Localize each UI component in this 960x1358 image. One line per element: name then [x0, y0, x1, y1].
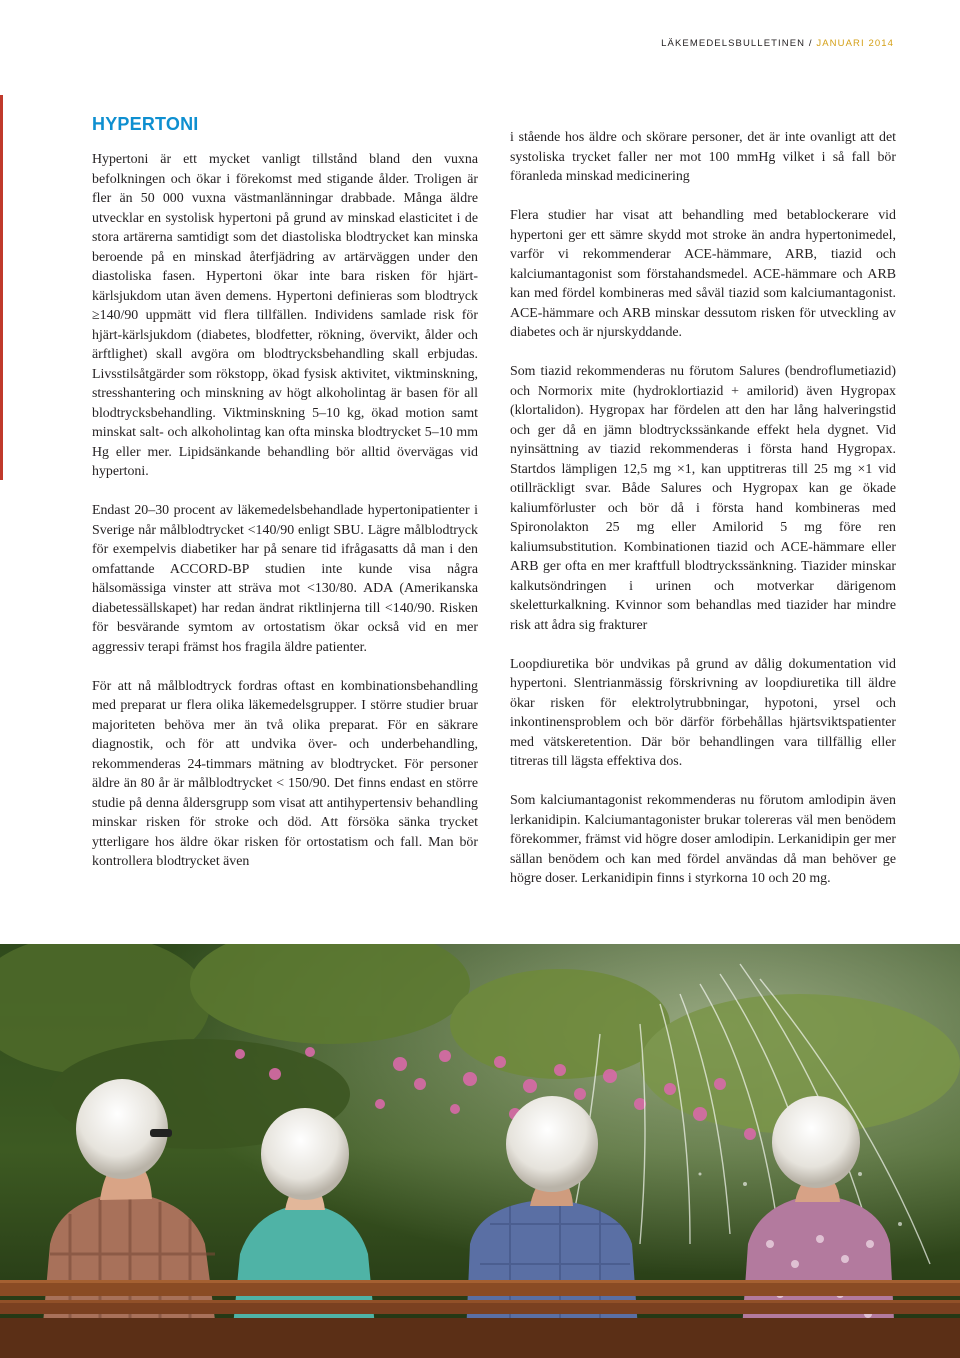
- page-edge-marker: [0, 95, 3, 480]
- right-text-column: [510, 128, 896, 908]
- seniors-on-bench-photo: [0, 944, 960, 1358]
- running-header: [661, 38, 894, 49]
- paragraph: Flera studier har visat att behandling med betablockerare vid hypertoni ger ett sämre skydd mot stroke än andra hypertonimedel, varför vi rekommenderar ACE-hämmare, ARB, tiazid och kalciumantagonist som förstahandsmedel. ACE-hämmare och ARB kan med fördel kombineras med såväl tiazid som kalciumantagonist. ACE-hämmare och ARB minskar dessutom risken för utveckling av diabetes och är njurskyddande.: [510, 208, 896, 340]
- section-title: HYPERTONI: [92, 114, 199, 134]
- issue-date: JANUARI 2014: [816, 38, 894, 49]
- paragraph: För att nå målblodtryck fordras oftast en kombinationsbehandling med preparat ur flera olika läkemedelsgrupper. I större studier bruar majoriteten behöva mer än två olika preparat. För en säkrare diagnostik, och för att undvika över- och underbehandling, rekommenderas 24-timmars mätning av blodtrycket. För personer äldre än 80 år är målblodtrycket < 150/90. Det finns endast en större studie på denna åldersgrupp som visat att antihypertensiv behandling minskar risken för stroke och död. Att försöka sänka trycket ytterligare hos äldre ökar risken för ortostatism och fall. Man bör kontrollera blodtrycket även: [92, 678, 478, 869]
- paragraph: Endast 20–30 procent av läkemedelsbehandlade hypertonipatienter i Sverige når målblodtrycket <140/90 enligt SBU. Lägre målblodtryck för exempelvis diabetiker har på senare tid ifrågasatts då man i den omfattande ACCORD-BP studien inte kunde visa några hälsomässiga vinster att sträva mot <130/80. ADA (Amerikanska diabetessällskapet) har redan ändrat riktlinjerna till <140/90. Risken för besvärande symtom av ortostatism ökar också vid en mer aggressiv terapi främst hos fragila äldre patienter.: [92, 503, 478, 655]
- park-bench: [0, 1280, 960, 1358]
- paragraph: Hypertoni är ett mycket vanligt tillstånd bland den vuxna befolkningen och ökar i förekomst med stigande ålder. Troligen är fler än 50 000 vuxna västmanlänningar drabbade. Många äldre utvecklar en systolisk hypertoni på grund av minskad elasticitet i de stora artärerna samtidigt som det diastoliska blodtrycket kan minska beroende på en minskad återfjädring av artärväggen under den diastoliska fasen. Hypertoni ökar inte bara risken för hjärt-kärlsjukdom utan även demens. Hypertoni definieras som blodtryck ≥140/90 uppmätt vid flera tillfällen. Individens samlade risk för hjärt-kärlsjukdom (diabetes, blodfetter, rökning, övervikt, ålder och ärftlighet) skall avgöra om blodtrycksbehandling skall erbjudas. Livsstilsåtgärder som rökstopp, ökad fysisk aktivitet, viktminskning, stresshantering och minskning av högt alkoholintag är basen för all blodtrycksbehandling. Viktminskning 5–10 kg, ökad motion samt minskat salt- och alkoholintag kan ofta minska blodtrycket 5–10 mm Hg eller mer. Lipidsänkande behandling bör alltid övervägas vid hypertoni.: [92, 152, 478, 479]
- left-text-column: [92, 150, 478, 891]
- paragraph: Som kalciumantagonist rekommenderas nu förutom amlodipin även lerkanidipin. Kalciumantagonister brukar tolereras väl men benödem förekommer, främst vid högre doser amlodipin. Lerkanidipin ger mer sällan benödem och kan med fördel användas då man behöver ge högre doser. Lerkanidipin finns i styrkorna 10 och 20 mg.: [510, 793, 896, 886]
- paragraph: Loopdiuretika bör undvikas på grund av dålig dokumentation vid hypertoni. Slentrianmässig förskrivning av loopdiuretika till äldre ökar risken för elektrolytrubbningar, hypotoni, yrsel och inkontinensproblem och bör därför förbehållas hjärtsviktspatienter med vätskeretention. Där bör behandlingen vara tillfällig eller titreras till lägsta effektiva dos.: [510, 656, 896, 769]
- publication-name: LÄKEMEDELSBULLETINEN /: [661, 38, 813, 49]
- paragraph: i stående hos äldre och skörare personer, det är inte ovanligt att det systoliska trycket faller ner mot 100 mmHg vilket i så fall bör föranleda minskad medicinering: [510, 130, 896, 184]
- paragraph: Som tiazid rekommenderas nu förutom Salures (bendroflumetiazid) och Normorix mite (hydroklortiazid + amilorid) även Hygropax (klortalidon). Hygropax har fördelen att den har lång halveringstid och ger då en jämn blodtryckssänkande effekt hela dygnet. Vid nyinsättning av tiazid rekommenderas i första hand Hygropax. Startdos lämpligen 12,5 mg ×1, kan upptitreras till 25 mg ×1 vid otillräckligt svar. Både Salures och Hygropax kan ge ökade kaliumförluster och bör då i första hand kombineras med Spironolakton 25 mg eller Amilorid 5 mg före ren kaliumsubstitution. Kombinationen tiazid och ACE-hämmare eller ARB ger ofta en mer kraftfull blodtryckssänkning. Tiazider minskar kalkutsöndringen i urinen och motverkar därigenom skeletturkalkning. Kvinnor som behandlas med tiazider har mindre risk att ådra sig frakturer: [510, 364, 896, 633]
